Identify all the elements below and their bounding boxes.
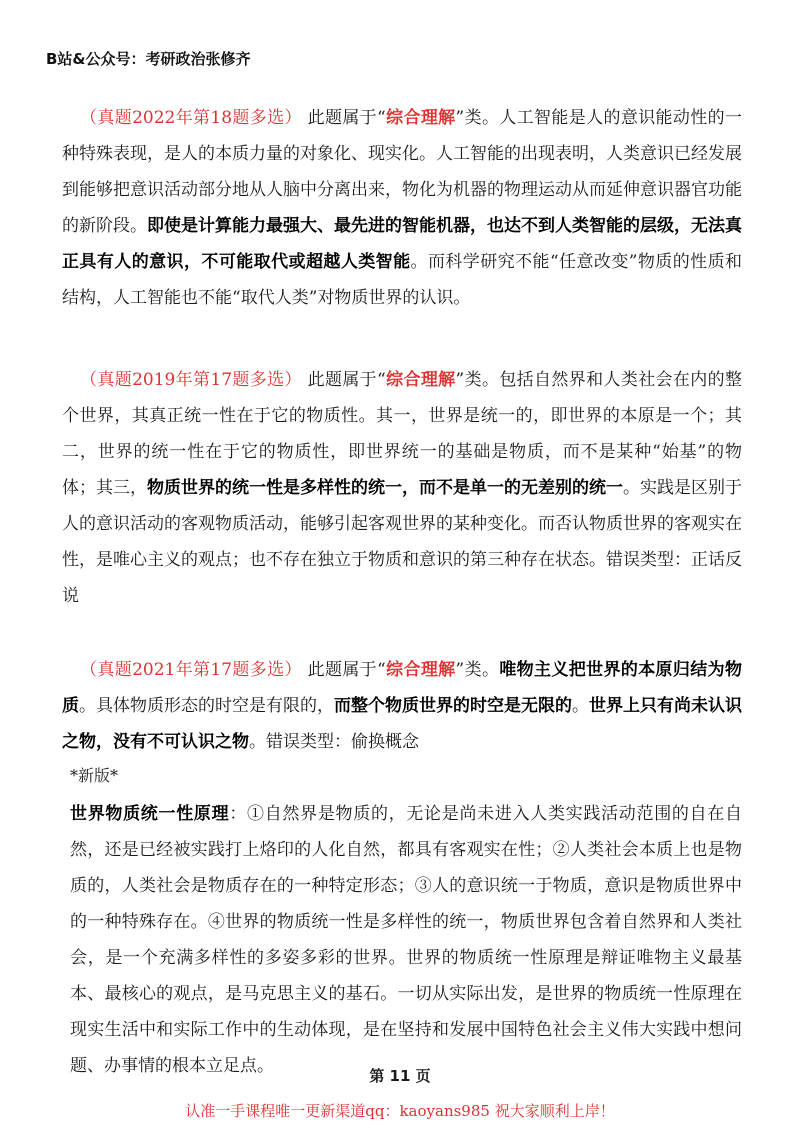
key-point: 唯物主义把世界的本原归结为物质 <box>62 660 742 716</box>
principle-text: ：①自然界是物质的，无论是尚未进入人类实践活动范围的自在自然，还是已经被实践打上烙印的人化自然，都具有客观实在性；②人类社会本质上也是物质的，人类社会是物质存在的一种特定形态；③人的意识统一于物质，意识是物质世界中的一种特殊存在。④世界的物质统一性是多样性的统一，物质世界包含着自然界和人类社会，是一个充满多样性的多姿多彩的世界。世界的物质统一性原理是辩证唯物主义最基本、最核心的观点，是马克思主义的基石。一切从实际出发，是世界的物质统一性原理在现实生活中和实际工作中的生动体现，是在坚持和发展中国特色社会主义伟大实践中想问题、办事情的根本立足点。 <box>70 804 743 1076</box>
category-suffix: ”类。 <box>455 660 500 680</box>
principle-section <box>70 796 742 1084</box>
key-point: 物质世界的统一性是多样性的统一，而不是单一的无差别的统一 <box>147 478 623 498</box>
page-header: B站&公众号：考研政治张修齐 <box>46 50 251 68</box>
question-2019-17 <box>62 362 742 614</box>
explanation-text: 包括自然界和人类社会在内的整个世界，其真正统一性在于它的物质性。其一，世界是统一的，即世界的本原是一个；其二，世界的统一性在于它的物质性，即世界统一的基础是物质，而不是某种“始基”的物体；其三， <box>62 370 742 498</box>
category-suffix: ”类。 <box>455 108 500 128</box>
new-edition-badge: *新版* <box>70 766 119 785</box>
explanation-text: 人工智能是人的意识能动性的一种特殊表现，是人的本质力量的对象化、现实化。人工智能的出现表明，人类意识已经发展到能够把意识活动部分地从人脑中分离出来，物化为机器的物理运动从而延伸意识器官功能的新阶段。 <box>62 108 742 236</box>
explanation-text: 。 <box>572 696 589 716</box>
key-point: 即使是计算能力最强大、最先进的智能机器，也达不到人类智能的层级，无法真正具有人的意识，不可能取代或超越人类智能 <box>62 216 742 272</box>
explanation-text: 。而科学研究不能“任意改变”物质的性质和结构，人工智能也不能“取代人类”对物质世界的认识。 <box>62 252 743 308</box>
category-suffix: ”类。 <box>455 370 500 390</box>
page-number: 第 11 页 <box>369 1067 431 1085</box>
question-2022-18 <box>62 100 742 316</box>
category-prefix: 此题属于“ <box>307 660 386 680</box>
question-2021-17 <box>62 652 742 760</box>
question-tag: （真题2022年第18题多选） <box>80 108 302 128</box>
key-point: 而整个物质世界的时空是无限的 <box>334 696 572 716</box>
key-point: 世界上只有尚未认识之物，没有不可认识之物 <box>62 696 742 752</box>
category-label: 综合理解 <box>385 370 456 390</box>
question-tag: （真题2019年第17题多选） <box>80 370 302 390</box>
principle-title: 世界物质统一性原理 <box>70 804 230 824</box>
footer-notice: 认准一手课程唯一更新渠道qq：kaoyans985 祝大家顺利上岸！ <box>185 1102 615 1120</box>
category-prefix: 此题属于“ <box>307 108 386 128</box>
explanation-text: 。具体物质形态的时空是有限的， <box>79 696 334 716</box>
category-prefix: 此题属于“ <box>307 370 386 390</box>
explanation-text: 。实践是区别于人的意识活动的客观物质活动，能够引起客观世界的某种变化。而否认物质世界的客观实在性，是唯心主义的观点；也不存在独立于物质和意识的第三种存在状态。错误类型：正话反说 <box>62 478 742 606</box>
explanation-text: 。错误类型：偷换概念 <box>249 732 419 752</box>
category-label: 综合理解 <box>385 660 456 680</box>
question-tag: （真题2021年第17题多选） <box>80 660 302 680</box>
category-label: 综合理解 <box>385 108 456 128</box>
